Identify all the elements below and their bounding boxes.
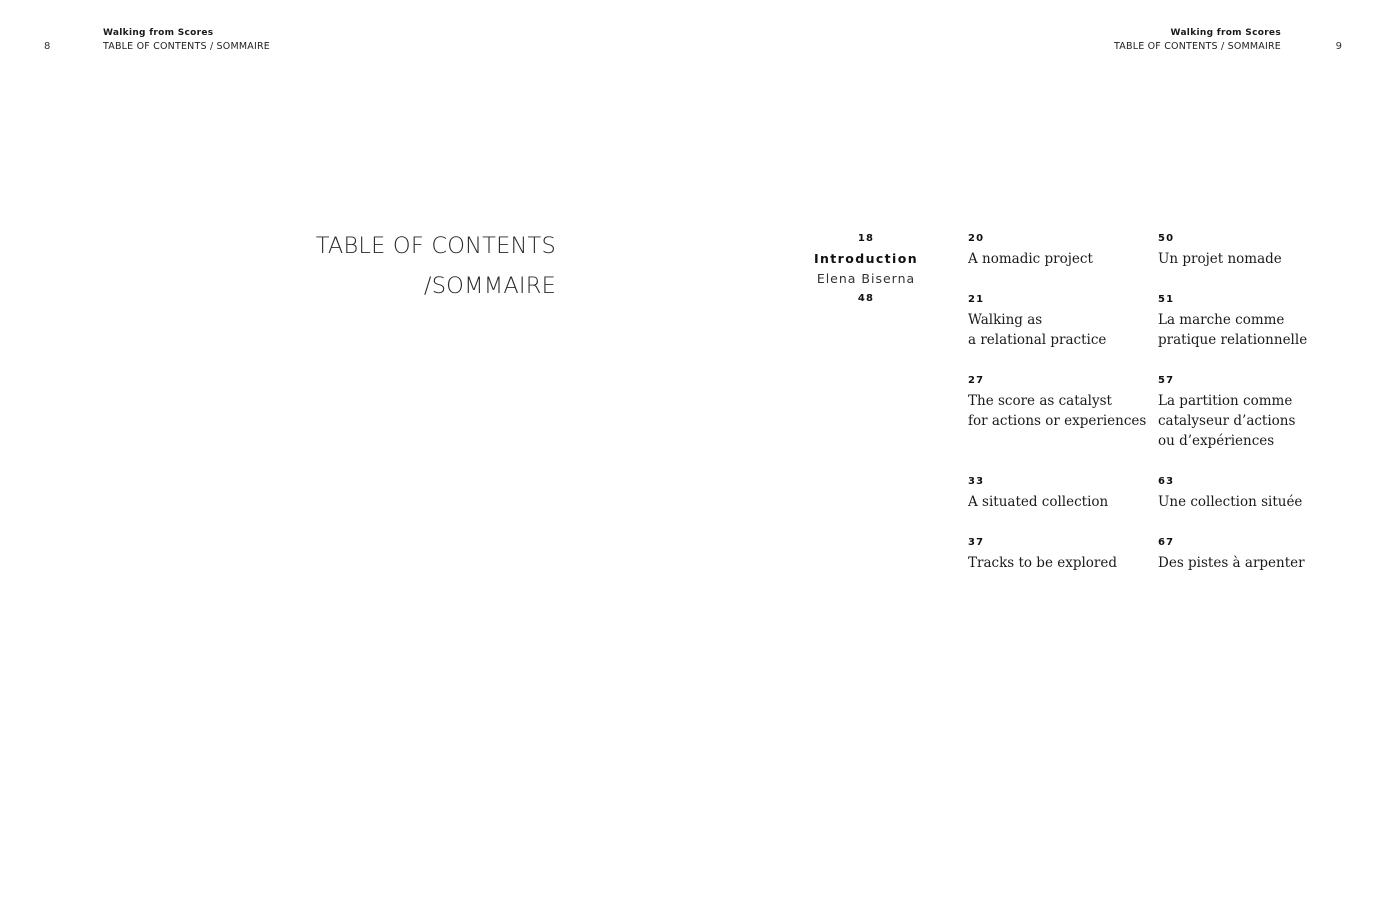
toc-entry-page: 33 bbox=[968, 476, 985, 487]
toc-entry-title: Des pistes à arpenter bbox=[1158, 555, 1305, 571]
toc-entry-page: 20 bbox=[968, 233, 985, 244]
toc-english-column bbox=[968, 229, 1148, 594]
intro-page-start: 18 bbox=[857, 233, 875, 244]
toc-entry[interactable] bbox=[1158, 472, 1338, 512]
toc-entry[interactable] bbox=[1158, 533, 1338, 573]
toc-entry-title: The score as catalyst for actions or experiences bbox=[968, 393, 1147, 429]
toc-entry-page: 67 bbox=[1158, 537, 1175, 548]
toc-entry-title: La partition comme catalyseur d’actions ou d’expériences bbox=[1158, 393, 1296, 449]
toc-entry[interactable] bbox=[1158, 371, 1338, 451]
toc-entry-title: Un projet nomade bbox=[1158, 251, 1282, 267]
page-title-line2: /SOMMAIRE bbox=[423, 273, 556, 299]
toc-entry-title: La marche comme pratique relationnelle bbox=[1158, 312, 1308, 348]
page-title-line1: TABLE OF CONTENTS bbox=[315, 233, 556, 259]
intro-author: Elena Biserna bbox=[816, 271, 916, 286]
toc-entry[interactable] bbox=[968, 290, 1148, 350]
toc-entry-title: A situated collection bbox=[968, 494, 1109, 510]
toc-french-column bbox=[1158, 229, 1338, 594]
toc-entry[interactable] bbox=[968, 533, 1148, 573]
right-page-number: 9 bbox=[1335, 41, 1342, 52]
intro-title: Introduction bbox=[813, 251, 919, 266]
toc-entry-title: Une collection située bbox=[1158, 494, 1303, 510]
left-running-section: TABLE OF CONTENTS / SOMMAIRE bbox=[103, 41, 270, 52]
toc-entry-page: 27 bbox=[968, 375, 985, 386]
toc-entry-page: 63 bbox=[1158, 476, 1175, 487]
toc-entry-title: A nomadic project bbox=[968, 251, 1093, 267]
right-running-section: TABLE OF CONTENTS / SOMMAIRE bbox=[1114, 41, 1281, 52]
page-title bbox=[316, 226, 556, 306]
toc-entry-page: 57 bbox=[1158, 375, 1175, 386]
toc-entry[interactable] bbox=[1158, 229, 1338, 269]
left-running-title: Walking from Scores bbox=[103, 28, 214, 38]
toc-entry[interactable] bbox=[1158, 290, 1338, 350]
toc-entry-title: Tracks to be explored bbox=[968, 555, 1118, 571]
intro-page-end: 48 bbox=[857, 293, 875, 304]
left-running-header bbox=[103, 26, 270, 54]
toc-entry-page: 50 bbox=[1158, 233, 1175, 244]
toc-entry-page: 51 bbox=[1158, 294, 1175, 305]
toc-entry-page: 21 bbox=[968, 294, 985, 305]
toc-entry[interactable] bbox=[968, 371, 1148, 451]
toc-entry-title: Walking as a relational practice bbox=[968, 312, 1107, 348]
right-running-header bbox=[1114, 26, 1281, 54]
introduction-entry[interactable] bbox=[796, 229, 936, 309]
right-running-title: Walking from Scores bbox=[1170, 28, 1281, 38]
left-page-number: 8 bbox=[44, 41, 51, 52]
toc-entry[interactable] bbox=[968, 229, 1148, 269]
toc-entry[interactable] bbox=[968, 472, 1148, 512]
toc-entry-page: 37 bbox=[968, 537, 985, 548]
